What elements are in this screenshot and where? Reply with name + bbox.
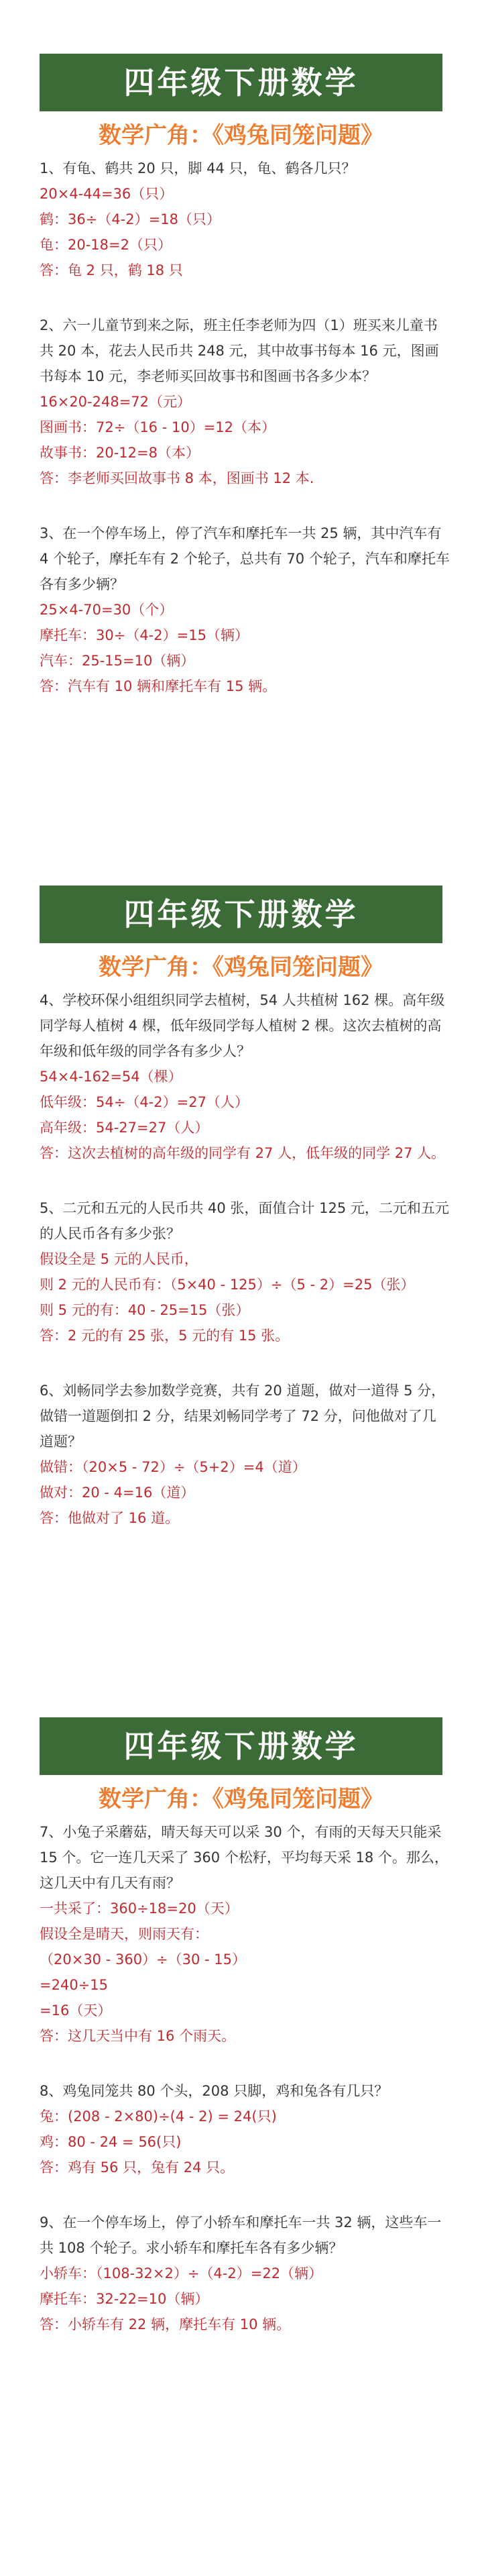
answer-line: 做对：20 - 4=16（道） xyxy=(40,1485,195,1501)
problem-4 xyxy=(40,987,450,1166)
answer-line: 答：这次去植树的高年级的同学有 27 人，低年级的同学 27 人。 xyxy=(40,1145,446,1161)
answer-line: 答：李老师买回故事书 8 本，图画书 12 本. xyxy=(40,470,314,486)
answer-line: 25×4-70=30（个） xyxy=(40,602,174,618)
question-text: 2、六一儿童节到来之际，班主任李老师为四（1）班买来儿童书共 20 本，花去人民币共 248 元，其中故事书每本 16 元，图画书每本 10 元，李老师买回故事书和图画书各多少本？ xyxy=(40,317,439,384)
answer-line: 鸡：80 - 24 = 56(只) xyxy=(40,2134,182,2150)
question-text: 1、有龟、鹤共 20 只，脚 44 只，龟、鹤各几只？ xyxy=(40,160,356,176)
subtitle: 数学广角：《鸡兔同笼问题》 xyxy=(99,122,383,149)
question-text: 6、刘畅同学去参加数学竞赛，共有 20 道题，做对一道得 5 分，做错一道题倒扣 2 分，结果刘畅同学考了 72 分，问他做对了几道题？ xyxy=(40,1383,446,1450)
question-text: 9、在一个停车场上，停了小轿车和摩托车一共 32 辆，这些车一共 108 个轮子。求小轿车和摩托车各有多少辆？ xyxy=(40,2214,442,2256)
subtitle: 数学广角：《鸡兔同笼问题》 xyxy=(99,1786,383,1813)
answer-line: 一共采了：360÷18=20（天） xyxy=(40,1900,239,1917)
problem-6 xyxy=(40,1378,450,1531)
title-banner: 四年级下册数学 xyxy=(40,1717,442,1775)
problem-8 xyxy=(40,2078,450,2180)
answer-line: 假设全是 5 元的人民币， xyxy=(40,1251,198,1267)
answer-line: =240÷15 xyxy=(40,1977,108,1993)
answer-line: 高年级：54-27=27（人） xyxy=(40,1120,209,1136)
answer-line: 摩托车：30÷（4-2）=15（辆） xyxy=(40,627,249,643)
answer-line: 龟：20-18=2（只） xyxy=(40,237,172,253)
problem-3 xyxy=(40,521,450,699)
answer-line: 54×4-162=54（棵） xyxy=(40,1069,182,1085)
answer-line: 20×4-44=36（只） xyxy=(40,186,174,202)
answer-line: 答：龟 2 只，鹤 18 只 xyxy=(40,262,183,278)
answer-line: 答：他做对了 16 道。 xyxy=(40,1510,180,1526)
answer-line: （20×30 - 360）÷（30 - 15） xyxy=(40,1951,247,1968)
answer-line: 假设全是晴天，则雨天有： xyxy=(40,1926,208,1942)
answer-line: 16×20-248=72（元） xyxy=(40,394,192,410)
problem-2 xyxy=(40,313,450,491)
answer-line: 答：汽车有 10 辆和摩托车有 15 辆。 xyxy=(40,678,277,694)
problem-list xyxy=(40,156,450,729)
subtitle: 数学广角：《鸡兔同笼问题》 xyxy=(99,954,383,981)
answer-line: 鹤：36÷（4-2）=18（只） xyxy=(40,211,221,227)
problem-9 xyxy=(40,2210,450,2337)
answer-line: =16（天） xyxy=(40,2002,112,2019)
question-text: 8、鸡兔同笼共 80 个头，208 只脚，鸡和兔各有几只？ xyxy=(40,2083,389,2099)
question-text: 5、二元和五元的人民币共 40 张，面值合计 125 元，二元和五元的人民币各有多少张？ xyxy=(40,1200,449,1242)
answer-line: 答：2 元的有 25 张，5 元的有 15 张。 xyxy=(40,1328,290,1344)
question-text: 7、小兔子采蘑菇，晴天每天可以采 30 个，有雨的天每天只能采 15 个。它一连几天采了 360 个松籽，平均每天采 18 个。那么，这几天中有几天有雨？ xyxy=(40,1824,448,1891)
answer-line: 答：鸡有 56 只，兔有 24 只。 xyxy=(40,2159,235,2176)
question-text: 3、在一个停车场上，停了汽车和摩托车一共 25 辆，其中汽车有 4 个轮子，摩托车有 2 个轮子，总共有 70 个轮子，汽车和摩托车各有多少辆？ xyxy=(40,525,450,592)
answer-line: 摩托车：32-22=10（辆） xyxy=(40,2291,209,2307)
answer-line: 则 5 元的有：40 - 25=15（张） xyxy=(40,1302,250,1318)
question-text: 4、学校环保小组组织同学去植树，54 人共植树 162 棵。高年级同学每人植树 4 棵，低年级同学每人植树 2 棵。这次去植树的高年级和低年级的同学各有多少人？ xyxy=(40,992,445,1059)
problem-list xyxy=(40,987,450,1560)
answer-line: 低年级：54÷（4-2）=27（人） xyxy=(40,1094,249,1110)
answer-line: 图画书：72÷（16 - 10）=12（本） xyxy=(40,419,276,435)
answer-line: 汽车：25-15=10（辆） xyxy=(40,653,195,669)
problem-list xyxy=(40,1819,450,2367)
answer-line: 答：这几天当中有 16 个雨天。 xyxy=(40,2028,236,2044)
title-banner: 四年级下册数学 xyxy=(40,54,442,111)
answer-line: 兔：(208 - 2×80)÷(4 - 2) = 24(只) xyxy=(40,2108,277,2125)
answer-line: 则 2 元的人民币有：（5×40 - 125）÷（5 - 2）=25（张） xyxy=(40,1277,415,1293)
answer-line: 答：小轿车有 22 辆，摩托车有 10 辆。 xyxy=(40,2316,291,2332)
title-banner: 四年级下册数学 xyxy=(40,885,442,943)
problem-5 xyxy=(40,1195,450,1348)
answer-line: 小轿车：（108-32×2）÷（4-2）=22（辆） xyxy=(40,2265,323,2282)
answer-line: 故事书：20-12=8（本） xyxy=(40,445,200,461)
answer-line: 做错：（20×5 - 72）÷（5+2）=4（道） xyxy=(40,1459,306,1475)
problem-1 xyxy=(40,156,450,283)
problem-7 xyxy=(40,1819,450,2049)
